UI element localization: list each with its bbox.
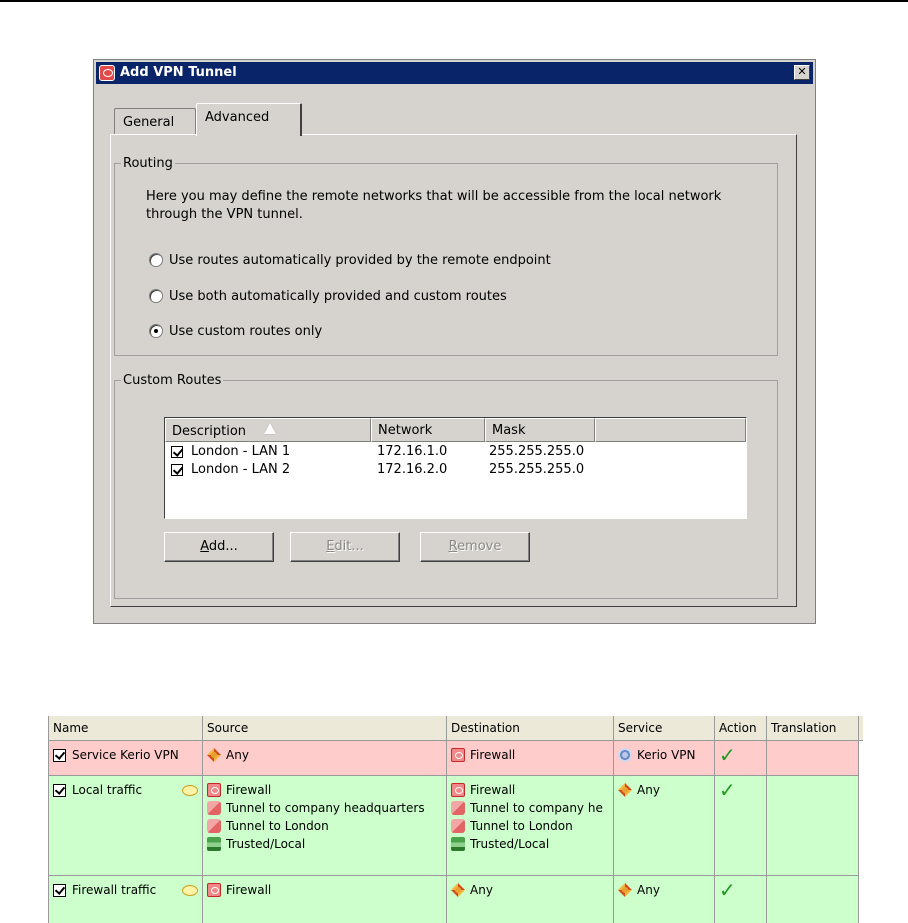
permit-check-icon: ✓	[719, 743, 736, 767]
rule-destination-cell	[447, 776, 614, 875]
comment-icon[interactable]	[182, 885, 198, 896]
traffic-rules-table[interactable]	[48, 716, 865, 923]
any-icon	[451, 883, 465, 897]
firewall-icon	[451, 783, 465, 797]
rule-source-item: Firewall	[226, 883, 272, 897]
trusted-icon	[207, 837, 221, 851]
any-icon	[618, 783, 632, 797]
route-description: London - LAN 2	[191, 462, 291, 477]
rule-source-item: Tunnel to company headquarters	[226, 801, 425, 815]
route-network: 172.16.2.0	[377, 462, 448, 477]
permit-check-icon: ✓	[719, 878, 736, 902]
table-row[interactable]	[49, 776, 859, 876]
remove-button[interactable]	[420, 532, 530, 562]
remove-button-accel: R	[448, 539, 458, 554]
tunnel-icon	[207, 801, 221, 815]
table-row[interactable]	[49, 741, 859, 776]
rule-service-cell	[614, 876, 715, 923]
table-row[interactable]	[171, 461, 731, 479]
tunnel-icon	[451, 801, 465, 815]
column-description[interactable]	[165, 418, 371, 442]
routing-help-text: Here you may define the remote networks that will be accessible from the local network through the VPN tunnel.	[146, 189, 722, 222]
radio-both-routes-button[interactable]	[149, 289, 163, 303]
radio-auto-routes-label: Use routes automatically provided by the remote endpoint	[169, 252, 551, 268]
route-enabled-checkbox[interactable]	[171, 464, 183, 476]
rule-destination-item: Tunnel to company he	[470, 801, 603, 815]
rule-enabled-checkbox[interactable]	[53, 784, 66, 797]
rule-source-item: Tunnel to London	[226, 819, 329, 833]
route-mask: 255.255.255.0	[489, 462, 585, 477]
rule-translation-cell	[767, 776, 859, 875]
rule-name-cell	[49, 741, 203, 775]
rule-source-cell	[203, 776, 447, 875]
tab-advanced[interactable]: Advanced	[196, 103, 302, 136]
column-mask[interactable]: Mask	[485, 418, 595, 442]
rule-service-cell	[614, 741, 715, 775]
comment-icon[interactable]	[182, 785, 198, 796]
column-source[interactable]: Source	[203, 716, 447, 740]
sort-ascending-icon	[264, 423, 276, 434]
rule-name: Firewall traffic	[72, 883, 157, 897]
tunnel-icon	[451, 819, 465, 833]
custom-routes-table[interactable]	[164, 417, 747, 519]
rules-header	[49, 716, 863, 741]
route-enabled-checkbox[interactable]	[171, 446, 183, 458]
rule-translation-cell	[767, 876, 859, 923]
rule-action-cell	[715, 876, 767, 923]
edit-button-accel: E	[326, 539, 335, 554]
rule-destination-item: Tunnel to London	[470, 819, 573, 833]
rule-service-cell	[614, 776, 715, 875]
rule-name: Local traffic	[72, 783, 143, 797]
tab-general[interactable]: General	[114, 108, 196, 134]
add-button-accel: A	[200, 539, 209, 554]
rule-service-item: Kerio VPN	[637, 748, 696, 762]
rule-destination-cell	[447, 741, 614, 775]
radio-auto-routes-button[interactable]	[149, 253, 163, 267]
any-icon	[618, 883, 632, 897]
radio-custom-routes[interactable]	[149, 322, 322, 340]
radio-custom-routes-label: Use custom routes only	[169, 323, 323, 339]
rule-service-item: Any	[637, 783, 660, 797]
column-service[interactable]: Service	[614, 716, 715, 740]
rule-destination-cell	[447, 876, 614, 923]
rule-name: Service Kerio VPN	[72, 748, 179, 762]
trusted-icon	[451, 837, 465, 851]
rule-source-item: Trusted/Local	[226, 837, 306, 851]
edit-button[interactable]	[290, 532, 400, 562]
any-icon	[207, 748, 221, 762]
rule-source-item: Any	[226, 748, 249, 762]
radio-custom-routes-button[interactable]	[149, 324, 163, 338]
rule-name-cell	[49, 776, 203, 875]
rule-translation-cell	[767, 741, 859, 775]
rule-destination-item: Firewall	[470, 783, 516, 797]
rule-source-cell	[203, 741, 447, 775]
rule-enabled-checkbox[interactable]	[53, 749, 66, 762]
rule-source-item: Firewall	[226, 783, 272, 797]
rule-destination-item: Firewall	[470, 748, 516, 762]
top-rule	[0, 0, 908, 2]
tunnel-icon	[207, 819, 221, 833]
kerio-app-icon	[99, 65, 115, 81]
add-button-post: dd...	[208, 539, 238, 554]
firewall-icon	[207, 783, 221, 797]
route-mask: 255.255.255.0	[489, 444, 585, 459]
route-description: London - LAN 1	[191, 444, 291, 459]
radio-both-routes-label: Use both automatically provided and custom routes	[169, 288, 507, 304]
permit-check-icon: ✓	[719, 778, 736, 802]
add-button[interactable]	[164, 532, 274, 562]
edit-button-post: dit...	[334, 539, 364, 554]
remove-button-post: emove	[457, 539, 502, 554]
column-destination[interactable]: Destination	[447, 716, 614, 740]
firewall-icon	[207, 883, 221, 897]
add-vpn-tunnel-dialog	[93, 59, 816, 624]
rule-enabled-checkbox[interactable]	[53, 884, 66, 897]
rule-service-item: Any	[637, 883, 660, 897]
close-button[interactable]: ✕	[794, 65, 810, 80]
column-name[interactable]: Name	[49, 716, 203, 740]
firewall-icon	[451, 748, 465, 762]
column-translation[interactable]: Translation	[767, 716, 859, 740]
rule-destination-item: Any	[470, 883, 493, 897]
column-filler	[595, 418, 746, 442]
table-row[interactable]	[171, 443, 731, 461]
custom-routes-legend: Custom Routes	[123, 373, 222, 388]
column-action[interactable]: Action	[715, 716, 767, 740]
dialog-titlebar[interactable]	[96, 62, 813, 84]
column-description-label: Description	[172, 424, 247, 439]
rule-source-cell	[203, 876, 447, 923]
radio-auto-routes[interactable]	[149, 251, 551, 269]
rule-action-cell	[715, 776, 767, 875]
route-network: 172.16.1.0	[377, 444, 448, 459]
rule-name-cell	[49, 876, 203, 923]
dialog-title: Add VPN Tunnel	[120, 65, 237, 80]
table-row[interactable]	[49, 876, 859, 923]
radio-both-routes[interactable]	[149, 287, 507, 305]
rule-action-cell	[715, 741, 767, 775]
kerio-vpn-icon	[618, 748, 632, 762]
column-network[interactable]: Network	[371, 418, 485, 442]
rule-destination-item: Trusted/Local	[470, 837, 550, 851]
routing-legend: Routing	[123, 156, 173, 171]
